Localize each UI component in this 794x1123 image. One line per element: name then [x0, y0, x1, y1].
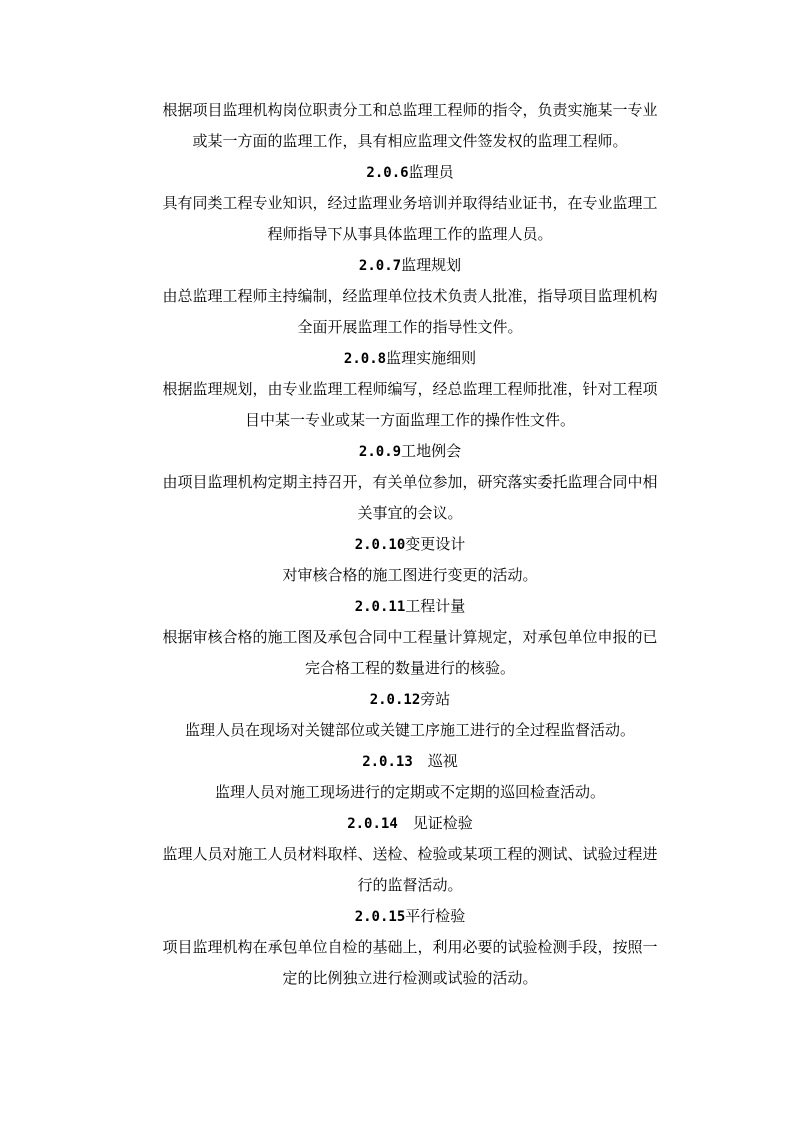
section-text-line: 关事宜的会议。: [357, 504, 463, 522]
section-text-line: 由项目监理机构定期主持召开，有关单位参加，研究落实委托监理合同中相: [162, 473, 658, 491]
section-text-line: 根据监理规划，由专业监理工程师编写，经总监理工程师批准，针对工程项: [162, 380, 658, 398]
section-text-line: 监理人员在现场对关键部位或关键工序施工进行的全过程监督活动。: [184, 721, 635, 739]
section-title: 监理实施细则: [386, 349, 477, 367]
section-title: 巡视: [412, 752, 458, 770]
section-text-line: 全面开展监理工作的指导性文件。: [297, 318, 523, 336]
section-text-line: 由总监理工程师主持编制，经监理单位技术负责人批准，指导项目监理机构: [162, 287, 658, 305]
section-title: 监理员: [408, 163, 454, 181]
section-title: 工地例会: [401, 442, 462, 460]
section-title: 见证检验: [397, 814, 473, 832]
section-title: 旁站: [420, 690, 451, 708]
section-number: 2.0.6: [366, 165, 409, 181]
section-text-line: 监理人员对施工现场进行的定期或不定期的巡回检查活动。: [214, 783, 605, 801]
section-number: 2.0.11: [354, 599, 406, 615]
section-title: 监理规划: [401, 256, 462, 274]
section-number: 2.0.7: [358, 258, 402, 274]
section-text-line: 目中某一专业或某一方面监理工作的操作性文件。: [244, 411, 575, 429]
section-title: 变更设计: [405, 535, 466, 553]
section-number: 2.0.13: [362, 754, 413, 770]
section-text-line: 行的监督活动。: [357, 876, 463, 894]
document-body: [140, 95, 680, 994]
section-heading: [140, 529, 680, 560]
section-title: 平行检验: [405, 907, 466, 925]
section-text-line: 对审核合格的施工图进行变更的活动。: [282, 566, 538, 584]
section-heading: [140, 591, 680, 622]
section-title: 工程计量: [405, 597, 466, 615]
section-heading: [140, 157, 680, 188]
section-heading: [140, 343, 680, 374]
section-number: 2.0.14: [347, 816, 398, 832]
section-number: 2.0.12: [369, 692, 421, 708]
section-text-line: 完合格工程的数量进行的核验。: [304, 659, 515, 677]
section-heading: [140, 436, 680, 467]
intro-line: 根据项目监理机构岗位职责分工和总监理工程师的指令，负责实施某一专业: [162, 101, 658, 119]
section-heading: [140, 684, 680, 715]
section-heading: [140, 808, 680, 839]
section-heading: [140, 901, 680, 932]
section-heading: [140, 250, 680, 281]
section-text-line: 定的比例独立进行检测或试验的活动。: [282, 969, 538, 987]
section-text-line: 监理人员对施工人员材料取样、送检、检验或某项工程的测试、试验过程进: [162, 845, 658, 863]
section-text-line: 根据审核合格的施工图及承包合同中工程量计算规定，对承包单位申报的已: [162, 628, 658, 646]
section-number: 2.0.10: [354, 537, 406, 553]
section-text-line: 程师指导下从事具体监理工作的监理人员。: [267, 225, 553, 243]
section-number: 2.0.8: [343, 351, 387, 367]
section-number: 2.0.15: [354, 909, 406, 925]
section-text-line: 项目监理机构在承包单位自检的基础上，利用必要的试验检测手段，按照一: [162, 938, 658, 956]
section-text-line: 具有同类工程专业知识，经过监理业务培训并取得结业证书，在专业监理工: [162, 194, 658, 212]
intro-line: 或某一方面的监理工作，具有相应监理文件签发权的监理工程师。: [192, 132, 628, 150]
section-number: 2.0.9: [358, 444, 402, 460]
section-heading: [140, 746, 680, 777]
